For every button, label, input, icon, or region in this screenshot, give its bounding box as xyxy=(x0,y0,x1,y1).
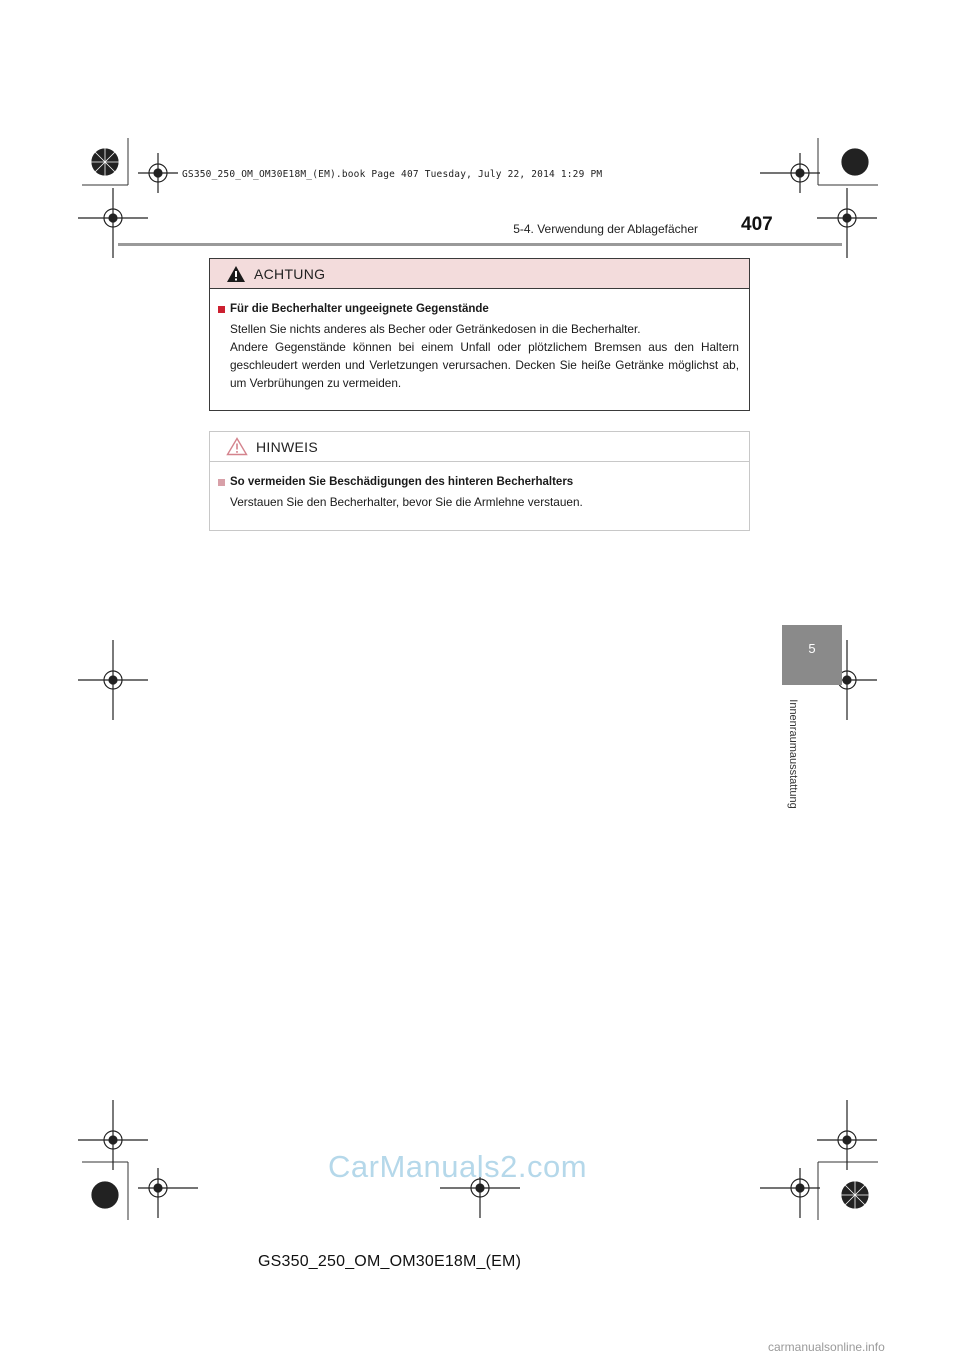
watermark-carmanualsonline: carmanualsonline.info xyxy=(768,1340,885,1354)
warning-text-1: Stellen Sie nichts anderes als Becher oder Getränkedosen in die Becherhalter. xyxy=(230,322,641,336)
bullet-square-icon xyxy=(218,479,225,486)
notice-box xyxy=(209,431,750,531)
header-divider xyxy=(118,243,842,246)
footer-model-code: GS350_250_OM_OM30E18M_(EM) xyxy=(258,1253,522,1270)
notice-heading: So vermeiden Sie Beschädigungen des hinteren Becherhalters xyxy=(230,476,574,488)
warning-triangle-icon xyxy=(226,265,246,283)
chapter-number: 5 xyxy=(808,641,816,656)
section-title: 5-4. Verwendung der Ablagefächer xyxy=(513,222,698,236)
chapter-label: Innenraumausstattung xyxy=(787,699,799,809)
warning-header xyxy=(210,259,749,289)
notice-header xyxy=(210,432,749,462)
print-header: GS350_250_OM_OM30E18M_(EM).book Page 407 Tuesday, July 22, 2014 1:29 PM xyxy=(182,169,603,180)
watermark-carmanuals: CarManuals2.com xyxy=(328,1149,588,1184)
warning-heading: Für die Becherhalter ungeeignete Gegenstände xyxy=(230,303,489,315)
warning-title: ACHTUNG xyxy=(254,265,326,282)
notice-text: Verstauen Sie den Becherhalter, bevor Sie die Armlehne verstauen. xyxy=(230,495,583,509)
page-number: 407 xyxy=(741,214,773,235)
warning-box xyxy=(209,258,750,411)
notice-title: HINWEIS xyxy=(256,438,318,455)
caution-triangle-icon xyxy=(226,437,248,456)
bullet-square-icon xyxy=(218,306,225,313)
warning-text-2: Andere Gegenstände können bei einem Unfall oder plötzlichem Bremsen aus den Haltern geschleudert werden und Verletzungen verursachen. Decken Sie heiße Getränke möglichst ab, um Verbrühungen zu vermeiden. xyxy=(230,340,739,390)
